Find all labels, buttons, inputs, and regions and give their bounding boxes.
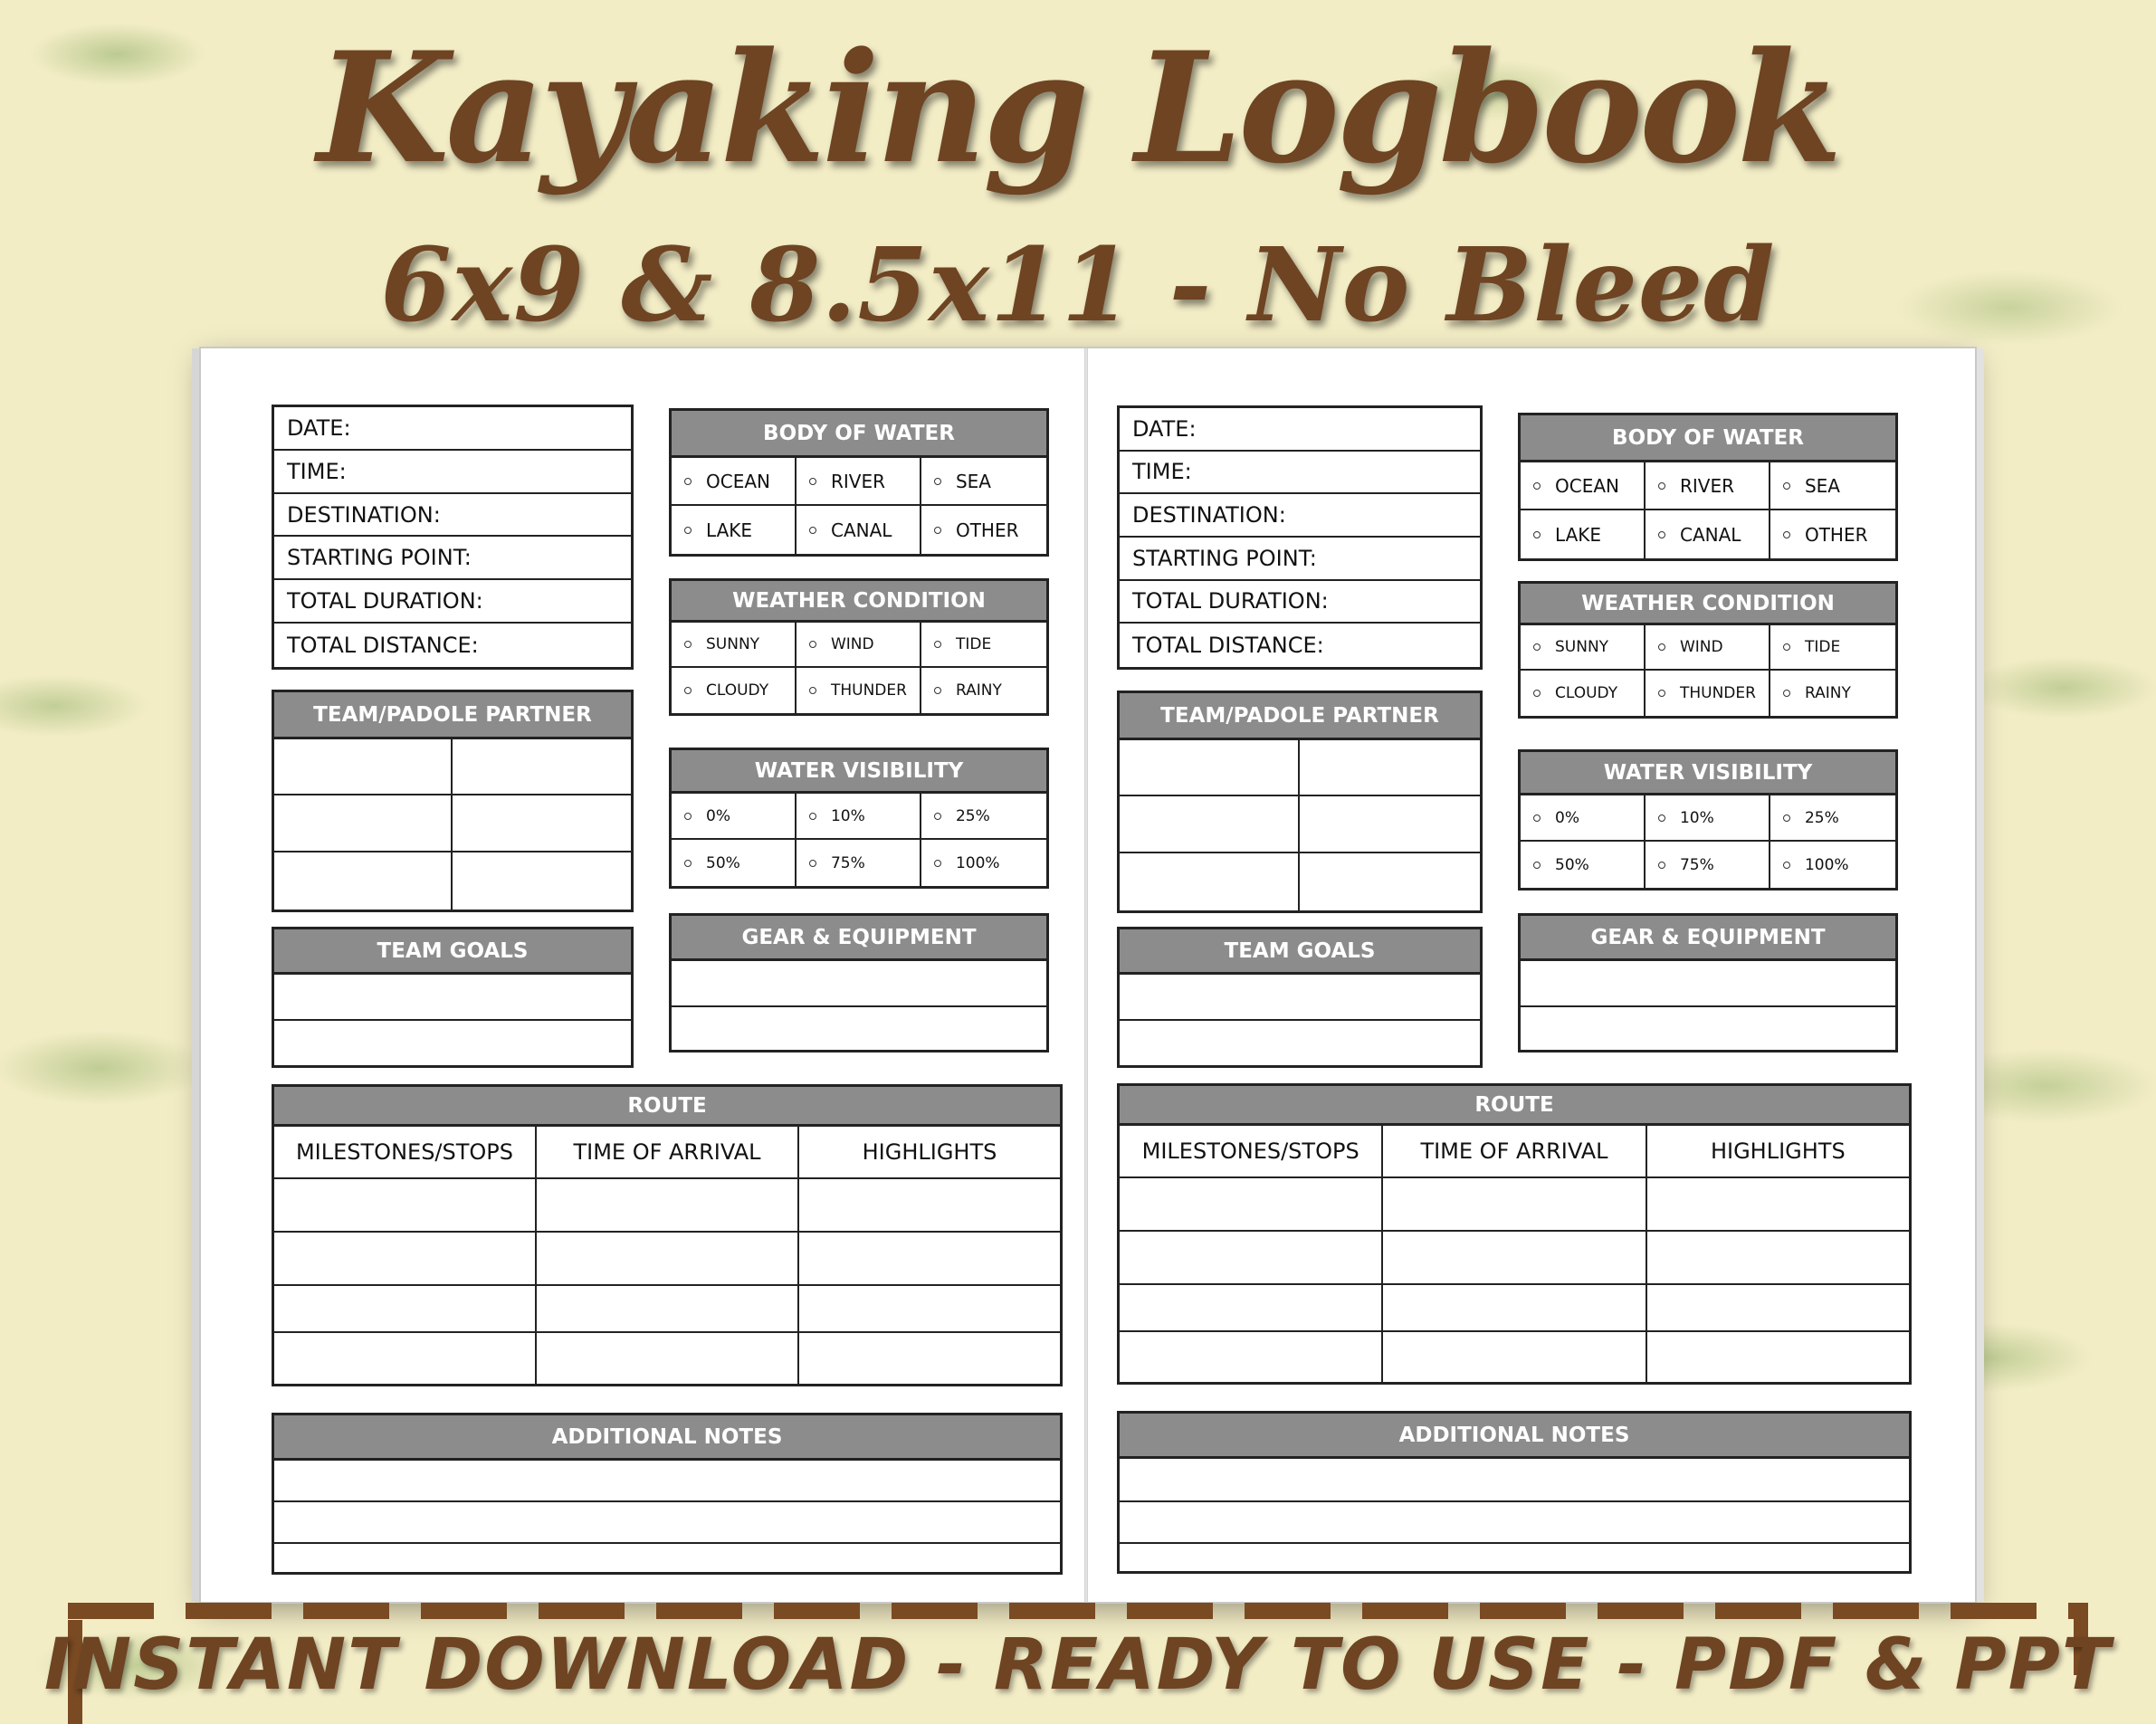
route-column-headers <box>1120 1126 1909 1178</box>
starting-point-field[interactable]: STARTING POINT: <box>1120 538 1480 581</box>
radio-icon <box>684 687 692 694</box>
page-subtitle: 6x9 & 8.5x11 - No Bleed <box>380 226 1776 345</box>
table-cell[interactable] <box>1383 1285 1646 1330</box>
option-25pct[interactable]: 25% <box>921 794 1046 840</box>
partner-cell[interactable] <box>274 739 453 795</box>
radio-icon <box>809 687 816 694</box>
option-100pct[interactable]: 100% <box>1770 842 1895 888</box>
option-rainy[interactable]: RAINY <box>1770 671 1895 716</box>
radio-icon <box>1658 482 1665 490</box>
option-50pct[interactable]: 50% <box>672 840 797 886</box>
radio-icon <box>934 641 941 648</box>
highlights-column-header: HIGHLIGHTS <box>862 1139 997 1165</box>
table-row <box>1120 1332 1909 1382</box>
table-cell[interactable] <box>1647 1232 1909 1283</box>
table-cell[interactable] <box>799 1179 1060 1231</box>
team-goals-header: TEAM GOALS <box>274 929 631 975</box>
radio-icon <box>1783 814 1790 822</box>
weather-header: WEATHER CONDITION <box>1521 584 1895 625</box>
date-field[interactable]: DATE: <box>274 407 631 451</box>
radio-icon <box>1783 862 1790 869</box>
radio-icon <box>1658 690 1665 697</box>
radio-icon <box>934 687 941 694</box>
visibility-header: WATER VISIBILITY <box>1521 752 1895 795</box>
option-canal[interactable]: CANAL <box>797 506 921 554</box>
radio-icon <box>1783 482 1790 490</box>
radio-icon <box>934 478 941 485</box>
radio-icon <box>1783 531 1790 538</box>
gear-line[interactable] <box>1521 1007 1895 1050</box>
body-of-water-box <box>669 408 1049 557</box>
partner-cell[interactable] <box>1300 796 1480 853</box>
date-field[interactable]: DATE: <box>1120 408 1480 452</box>
partner-cell[interactable] <box>453 739 631 795</box>
table-row <box>1120 1232 1909 1285</box>
radio-icon <box>684 813 692 820</box>
weather-box <box>669 578 1049 716</box>
table-cell[interactable] <box>1647 1285 1909 1330</box>
radio-icon <box>1658 862 1665 869</box>
gear-line[interactable] <box>672 961 1046 1007</box>
radio-icon <box>684 527 692 534</box>
option-tide[interactable]: TIDE <box>1770 625 1895 671</box>
option-cloudy[interactable]: CLOUDY <box>672 668 797 713</box>
radio-icon <box>809 478 816 485</box>
radio-icon <box>684 641 692 648</box>
left-page <box>201 348 1084 1602</box>
route-column-headers <box>274 1127 1060 1179</box>
table-cell[interactable] <box>274 1179 537 1231</box>
time-field[interactable]: TIME: <box>1120 452 1480 495</box>
download-banner: INSTANT DOWNLOAD - READY TO USE - PDF & PPT <box>43 1624 2113 1706</box>
milestones-column-header: MILESTONES/STOPS <box>1120 1126 1383 1176</box>
body-of-water-header: BODY OF WATER <box>672 411 1046 458</box>
gear-header: GEAR & EQUIPMENT <box>1521 916 1895 961</box>
destination-field[interactable]: DESTINATION: <box>274 494 631 538</box>
table-cell[interactable] <box>799 1233 1060 1284</box>
table-row <box>1120 1178 1909 1232</box>
option-tide[interactable]: TIDE <box>921 623 1046 668</box>
note-line[interactable] <box>274 1544 1060 1572</box>
radio-icon <box>1783 643 1790 651</box>
radio-icon <box>1533 862 1541 869</box>
visibility-box <box>1518 749 1898 891</box>
note-line[interactable] <box>1120 1544 1909 1571</box>
table-cell[interactable] <box>1647 1332 1909 1382</box>
option-lake[interactable]: LAKE <box>672 506 797 554</box>
option-rainy[interactable]: RAINY <box>921 668 1046 713</box>
table-row <box>274 1233 1060 1286</box>
partner-cell[interactable] <box>274 795 453 852</box>
table-cell[interactable] <box>1383 1332 1646 1382</box>
body-of-water-box <box>1518 413 1898 561</box>
option-sunny[interactable]: SUNNY <box>672 623 797 668</box>
partner-cell[interactable] <box>1300 740 1480 796</box>
table-cell[interactable] <box>537 1179 799 1231</box>
team-partner-header: TEAM/PADOLE PARTNER <box>274 692 631 739</box>
option-other[interactable]: OTHER <box>1770 510 1895 558</box>
option-75pct[interactable]: 75% <box>1646 842 1770 888</box>
note-line[interactable] <box>1120 1459 1909 1502</box>
destination-field[interactable]: DESTINATION: <box>1120 494 1480 538</box>
table-cell[interactable] <box>799 1286 1060 1331</box>
radio-icon <box>809 813 816 820</box>
radio-icon <box>1658 814 1665 822</box>
option-50pct[interactable]: 50% <box>1521 842 1646 888</box>
gear-box <box>1518 913 1898 1052</box>
highlights-column-header: HIGHLIGHTS <box>1710 1138 1846 1164</box>
table-cell[interactable] <box>1120 1285 1383 1330</box>
table-row <box>274 1179 1060 1233</box>
team-partner-header: TEAM/PADOLE PARTNER <box>1120 693 1480 740</box>
radio-icon <box>1658 643 1665 651</box>
option-thunder[interactable]: THUNDER <box>1646 671 1770 716</box>
table-row <box>274 1286 1060 1333</box>
team-goals-header: TEAM GOALS <box>1120 929 1480 975</box>
radio-icon <box>809 641 816 648</box>
option-river[interactable]: RIVER <box>797 458 921 506</box>
option-0pct[interactable]: 0% <box>1521 795 1646 842</box>
option-75pct[interactable]: 75% <box>797 840 921 886</box>
goal-line[interactable] <box>274 1021 631 1065</box>
option-wind[interactable]: WIND <box>1646 625 1770 671</box>
note-line[interactable] <box>1120 1502 1909 1544</box>
table-cell[interactable] <box>537 1233 799 1284</box>
table-row <box>1120 1285 1909 1332</box>
total-distance-field[interactable]: TOTAL DISTANCE: <box>1132 633 1324 659</box>
option-cloudy[interactable]: CLOUDY <box>1521 671 1646 716</box>
radio-icon <box>684 860 692 867</box>
book-spine <box>1084 348 1088 1602</box>
total-distance-field[interactable]: TOTAL DISTANCE: <box>287 633 479 659</box>
route-header: ROUTE <box>274 1087 1060 1127</box>
gear-box <box>669 913 1049 1052</box>
table-row <box>274 1333 1060 1384</box>
table-cell[interactable] <box>1120 1178 1383 1230</box>
table-cell[interactable] <box>274 1333 537 1384</box>
team-partner-box <box>272 690 634 912</box>
visibility-header: WATER VISIBILITY <box>672 750 1046 794</box>
radio-icon <box>1533 814 1541 822</box>
notes-header: ADDITIONAL NOTES <box>274 1415 1060 1461</box>
radio-icon <box>934 813 941 820</box>
visibility-box <box>669 748 1049 889</box>
partner-cell[interactable] <box>453 795 631 852</box>
partner-cell[interactable] <box>1120 853 1300 910</box>
option-canal[interactable]: CANAL <box>1646 510 1770 558</box>
team-goals-box <box>272 927 634 1068</box>
option-lake[interactable]: LAKE <box>1521 510 1646 558</box>
partner-cell[interactable] <box>1300 853 1480 910</box>
radio-icon <box>809 860 816 867</box>
table-cell[interactable] <box>274 1286 537 1331</box>
option-10pct[interactable]: 10% <box>1646 795 1770 842</box>
route-box <box>1117 1083 1912 1385</box>
option-ocean[interactable]: OCEAN <box>1521 462 1646 510</box>
table-cell[interactable] <box>1647 1178 1909 1230</box>
team-goals-box <box>1117 927 1483 1068</box>
open-logbook <box>201 348 1975 1602</box>
radio-icon <box>934 527 941 534</box>
right-page <box>1088 348 1975 1602</box>
option-0pct[interactable]: 0% <box>672 794 797 840</box>
goal-line[interactable] <box>1120 975 1480 1021</box>
table-cell[interactable] <box>1120 1232 1383 1283</box>
dashed-border-top <box>68 1603 2086 1619</box>
starting-point-field[interactable]: STARTING POINT: <box>274 537 631 580</box>
notes-header: ADDITIONAL NOTES <box>1120 1414 1909 1459</box>
radio-icon <box>1533 643 1541 651</box>
option-100pct[interactable]: 100% <box>921 840 1046 886</box>
time-of-arrival-column-header: TIME OF ARRIVAL <box>537 1127 799 1177</box>
option-sea[interactable]: SEA <box>1770 462 1895 510</box>
radio-icon <box>1533 531 1541 538</box>
table-cell[interactable] <box>1120 1332 1383 1382</box>
radio-icon <box>1533 690 1541 697</box>
option-ocean[interactable]: OCEAN <box>672 458 797 506</box>
notes-box <box>272 1413 1063 1575</box>
notes-box <box>1117 1411 1912 1574</box>
time-of-arrival-column-header: TIME OF ARRIVAL <box>1383 1126 1646 1176</box>
trip-info-box <box>272 405 634 670</box>
option-25pct[interactable]: 25% <box>1770 795 1895 842</box>
option-10pct[interactable]: 10% <box>797 794 921 840</box>
option-other[interactable]: OTHER <box>921 506 1046 554</box>
radio-icon <box>1533 482 1541 490</box>
route-header: ROUTE <box>1120 1086 1909 1126</box>
table-cell[interactable] <box>1383 1178 1646 1230</box>
radio-icon <box>809 527 816 534</box>
time-field[interactable]: TIME: <box>274 451 631 494</box>
table-cell[interactable] <box>799 1333 1060 1384</box>
weather-header: WEATHER CONDITION <box>672 581 1046 623</box>
option-sea[interactable]: SEA <box>921 458 1046 506</box>
gear-header: GEAR & EQUIPMENT <box>672 916 1046 961</box>
goal-line[interactable] <box>1120 1021 1480 1065</box>
note-line[interactable] <box>274 1502 1060 1544</box>
partner-cell[interactable] <box>1120 740 1300 796</box>
option-river[interactable]: RIVER <box>1646 462 1770 510</box>
team-partner-box <box>1117 691 1483 913</box>
total-duration-field[interactable]: TOTAL DURATION: <box>274 580 631 624</box>
partner-cell[interactable] <box>1120 796 1300 853</box>
option-sunny[interactable]: SUNNY <box>1521 625 1646 671</box>
table-cell[interactable] <box>537 1286 799 1331</box>
table-cell[interactable] <box>537 1333 799 1384</box>
gear-line[interactable] <box>1521 961 1895 1007</box>
radio-icon <box>1658 531 1665 538</box>
table-cell[interactable] <box>1383 1232 1646 1283</box>
weather-box <box>1518 581 1898 719</box>
option-wind[interactable]: WIND <box>797 623 921 668</box>
milestones-column-header: MILESTONES/STOPS <box>274 1127 537 1177</box>
radio-icon <box>1783 690 1790 697</box>
option-thunder[interactable]: THUNDER <box>797 668 921 713</box>
page-title: Kayaking Logbook <box>317 18 1839 197</box>
trip-info-box <box>1117 405 1483 670</box>
body-of-water-header: BODY OF WATER <box>1521 415 1895 462</box>
radio-icon <box>684 478 692 485</box>
partner-cell[interactable] <box>274 852 453 910</box>
table-cell[interactable] <box>274 1233 537 1284</box>
goal-line[interactable] <box>274 975 631 1021</box>
total-duration-field[interactable]: TOTAL DURATION: <box>1120 581 1480 624</box>
note-line[interactable] <box>274 1461 1060 1502</box>
route-box <box>272 1084 1063 1386</box>
radio-icon <box>934 860 941 867</box>
gear-line[interactable] <box>672 1007 1046 1050</box>
partner-cell[interactable] <box>453 852 631 910</box>
